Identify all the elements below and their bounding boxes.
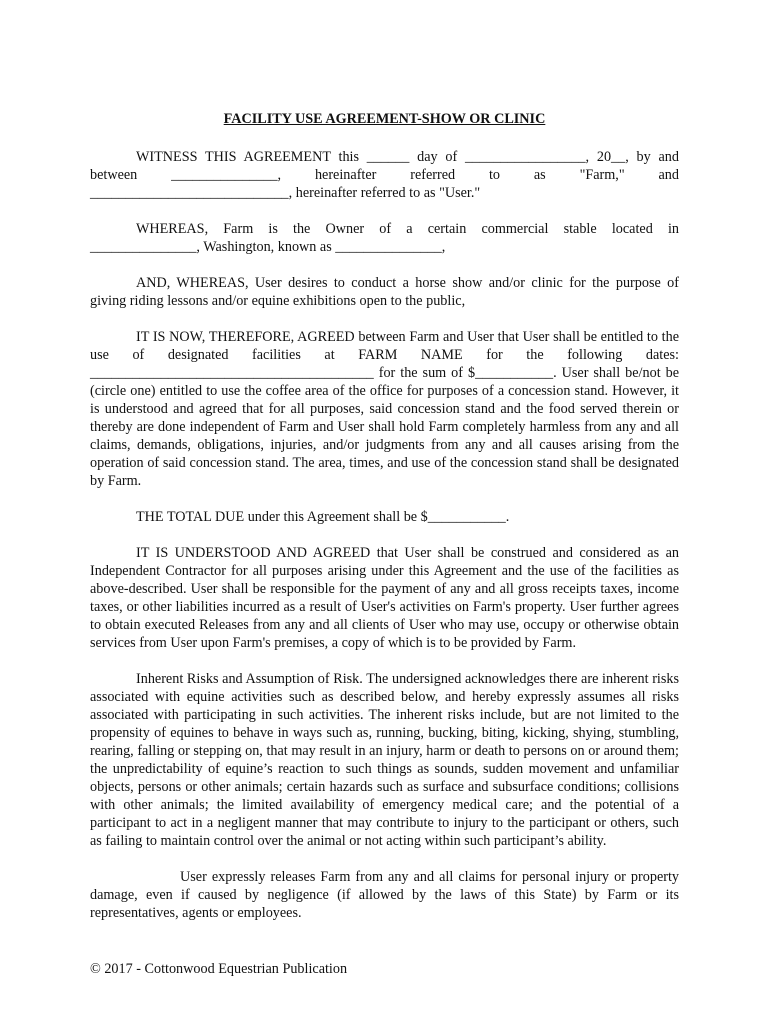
whereas-paragraph [90, 220, 679, 256]
release-paragraph: User expressly releases Farm from any and all claims for personal injury or property damage, even if caused by negligence (if allowed by the laws of this State) by Farm or its representatives, agents or employees. [90, 869, 679, 921]
copyright-footer: © 2017 - Cottonwood Equestrian Publication [90, 961, 348, 977]
witness-line-3: ____________________________, hereinafter referred to as "User." [90, 185, 481, 201]
and-whereas-paragraph: AND, WHEREAS, User desires to conduct a horse show and/or clinic for the purpose of giving riding lessons and/or equine exhibitions open to the public, [90, 275, 679, 309]
document-page [90, 110, 679, 922]
whereas-line-2: _______________, Washington, known as _______________, [90, 239, 446, 255]
witness-line-2: between _______________, hereinafter referred to as "Farm," and [90, 167, 679, 183]
independent-contractor-paragraph: IT IS UNDERSTOOD AND AGREED that User shall be construed and considered as an Independent Contractor for all purposes arising under this Agreement and the use of the facilities as above-described. User shall be responsible for the payment of any and all gross receipts taxes, income taxes, or other liabilities incurred as a result of User's activities on Farm's property. User further agrees to obtain executed Releases from any and all clients of User who may use, occupy or otherwise obtain services from User upon Farm's premises, a copy of which is to be provided by Farm. [90, 545, 679, 651]
witness-paragraph [90, 148, 679, 202]
inherent-risks-paragraph: Inherent Risks and Assumption of Risk. The undersigned acknowledges there are inherent risks associated with equine activities such as described below, and hereby expressly assumes all risks associated with participating in such activities. The inherent risks include, but are not limited to the propensity of equines to behave in ways such as, running, bucking, biting, kicking, shying, stumbling, rearing, falling or stepping on, that may result in an injury, harm or death to persons on or around them; the unpredictability of equine’s reaction to such things as sounds, sudden movement and unfamiliar objects, persons or other animals; certain hazards such as surface and subsurface conditions; collisions with other animals; the limited availability of emergency medical care; and the potential of a participant to act in a negligent manner that may contribute to injury to the participant or others, such as failing to maintain control over the animal or not acting within such participant’s ability. [90, 671, 679, 849]
whereas-line-1: WHEREAS, Farm is the Owner of a certain commercial stable located in [136, 221, 679, 237]
total-due-paragraph: THE TOTAL DUE under this Agreement shall be $___________. [136, 509, 510, 525]
document-title: FACILITY USE AGREEMENT-SHOW OR CLINIC [223, 111, 546, 127]
witness-line-1: WITNESS THIS AGREEMENT this ______ day of _________________, 20__, by and [136, 149, 679, 165]
agreed-paragraph: IT IS NOW, THEREFORE, AGREED between Farm and User that User shall be entitled to the use of designated facilities at FARM NAME for the following dates: ________________________________________ for the sum of $___________. User shall be/not be (circle one) entitled to use the coffee area of the office for purposes of a concession stand. However, it is understood and agreed that for all purposes, said concession stand and the food served therein or thereby are done independent of Farm and User shall hold Farm completely harmless from any and all claims, demands, obligations, injuries, and/or judgments from any and all causes arising from the operation of said concession stand. The area, times, and use of the concession stand shall be designated by Farm. [90, 329, 679, 489]
